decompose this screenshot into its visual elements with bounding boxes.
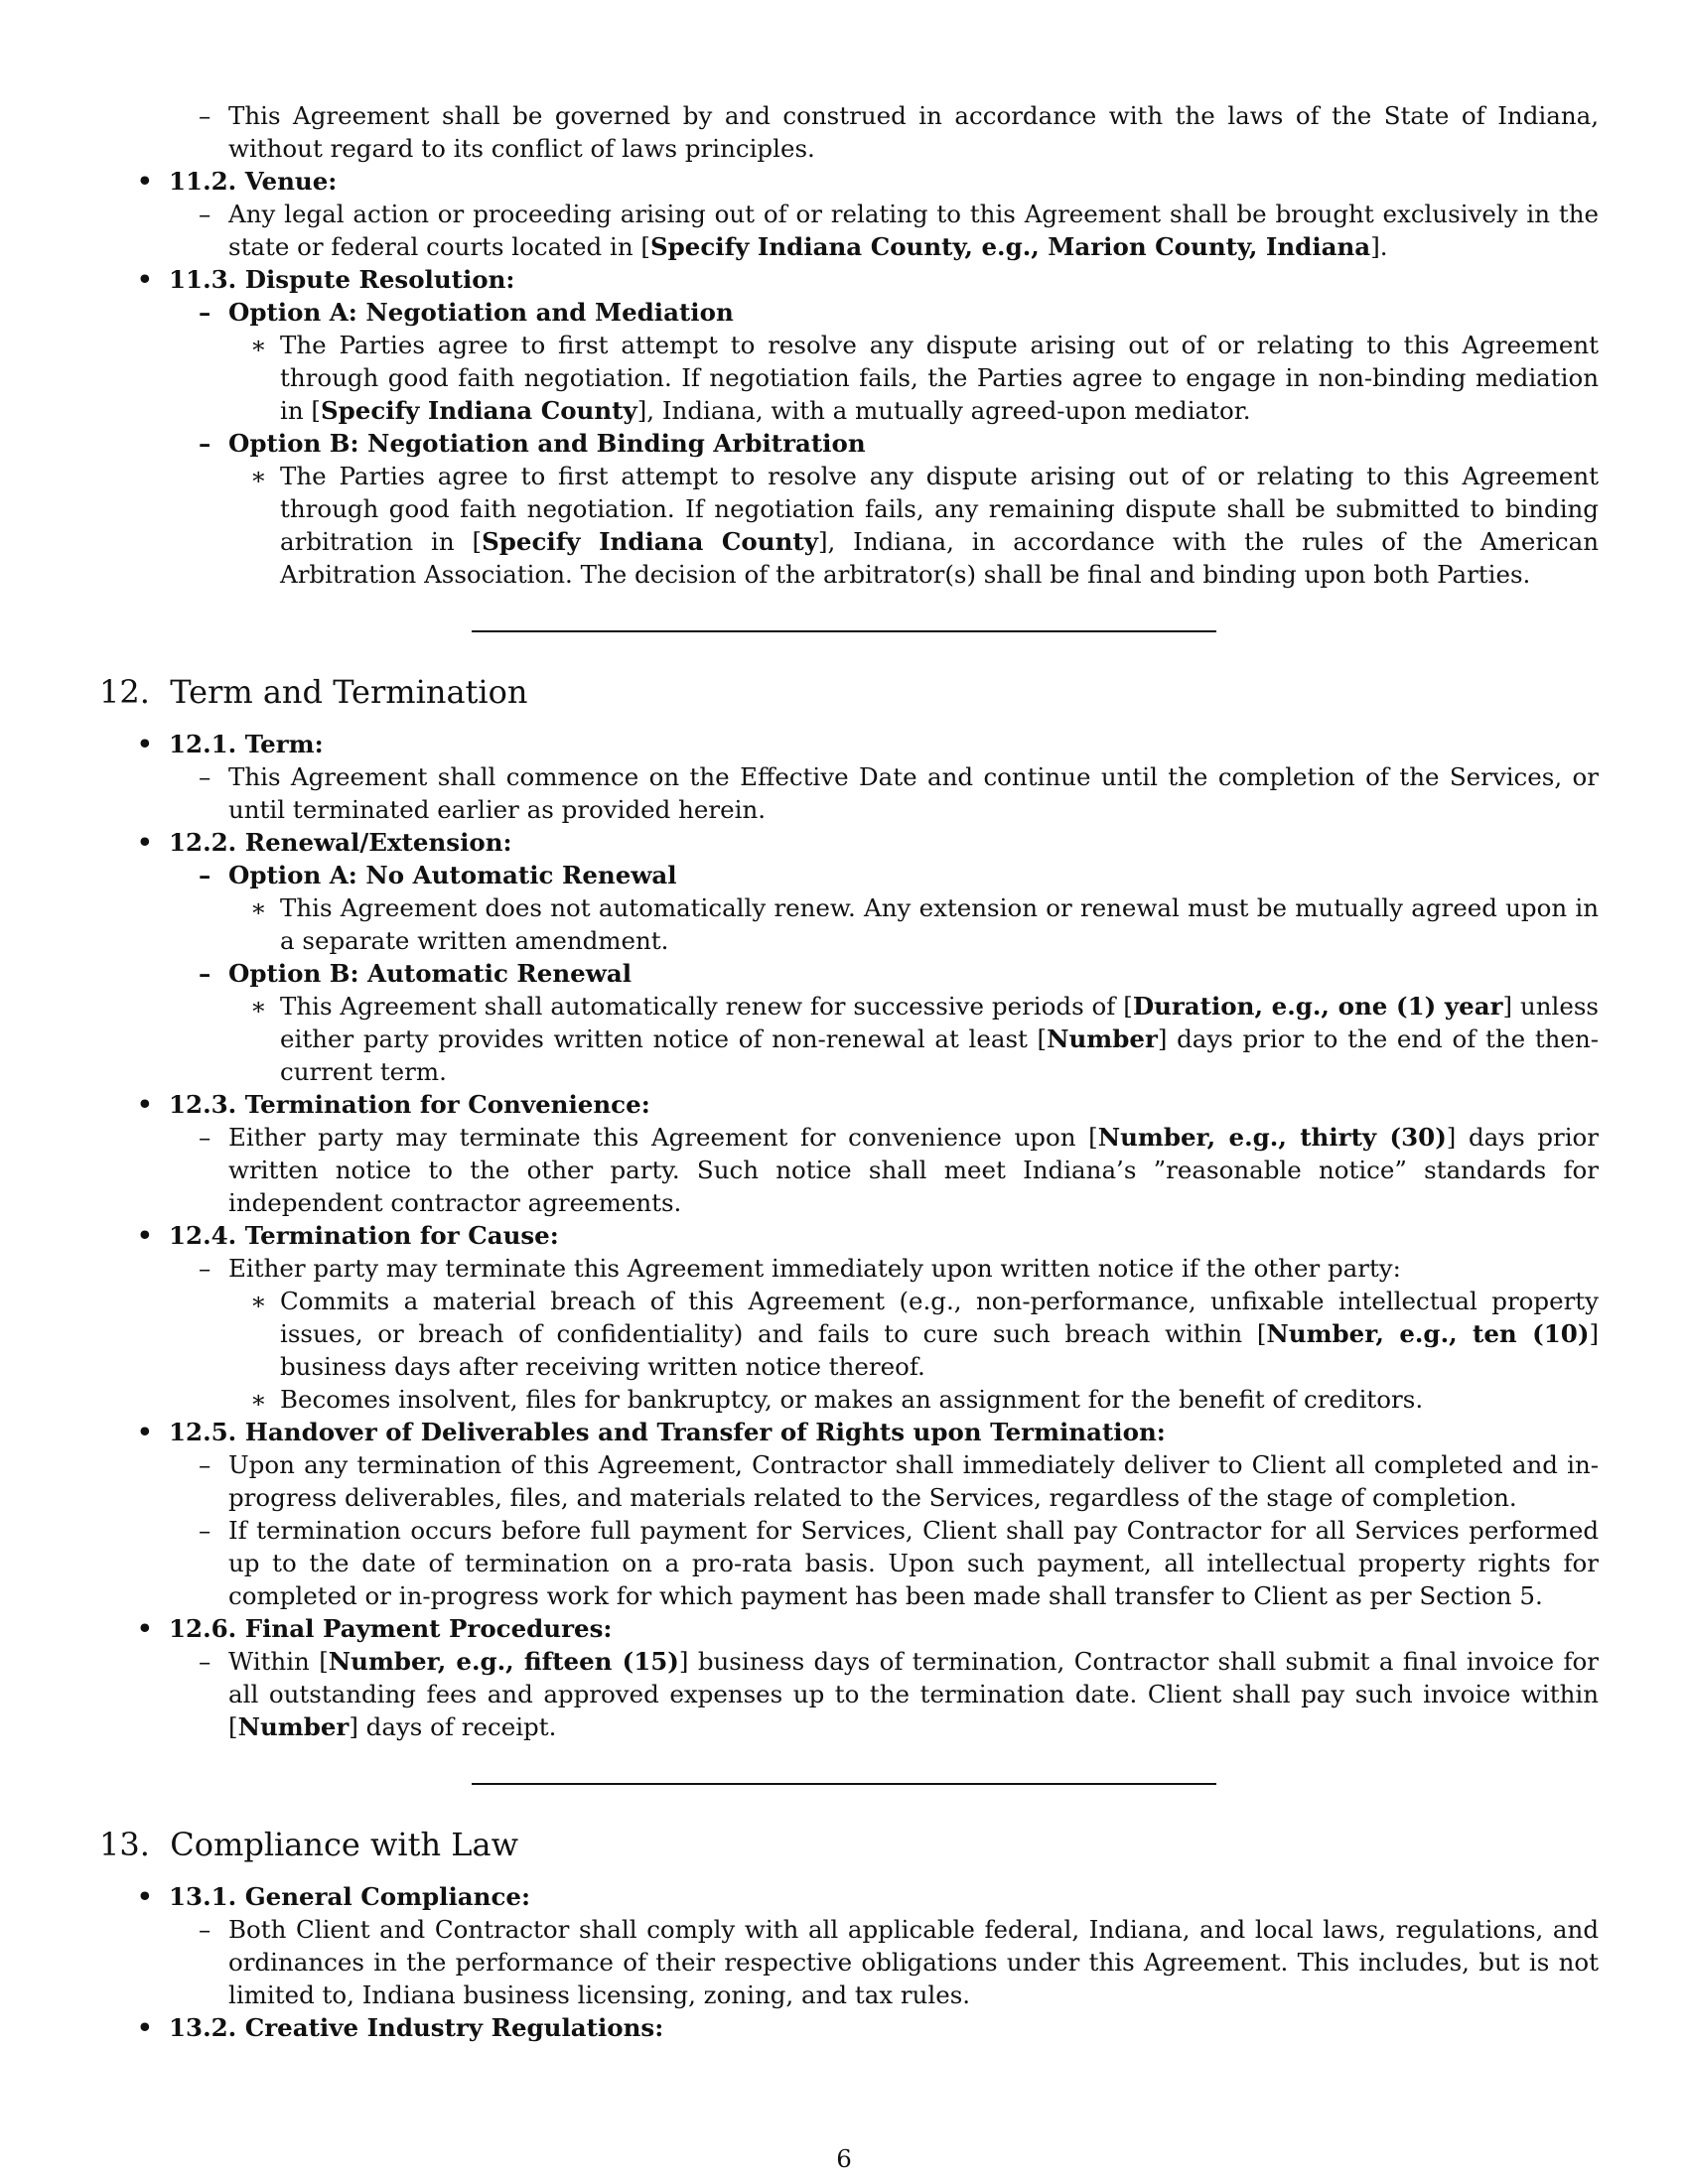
cause-item-breach <box>99 1285 1599 1383</box>
handover-text-2: – If termination occurs before full payment for Services, Client shall pay Contractor for all Services performed up to the date of termination on a pro-rata basis. Upon such payment, all intellectual property rights for completed or in-progress work for which payment has been made shall transfer to Client as per Section 5. <box>99 1514 1599 1612</box>
renewal-number-placeholder: Number <box>1047 1024 1158 1053</box>
governing-law-text: – This Agreement shall be governed by and construed in accordance with the laws of the State of Indiana, without regard to its conflict of laws principles. <box>99 99 1599 165</box>
general-compliance-text: – Both Client and Contractor shall comply with all applicable federal, Indiana, and local laws, regulations, and ordinances in the performance of their respective obligations under this Agreement. This includes, but is not limited to, Indiana business licensing, zoning, and tax rules. <box>99 1913 1599 2011</box>
section-13-number: 13. <box>99 1826 150 1863</box>
cause-breach-placeholder: Number, e.g., ten (10) <box>1266 1319 1590 1348</box>
option-a-text-pre: The Parties agree to first attempt to resolve any dispute arising out of or relating to this Agreement through good faith negotiation. If negotiation fails, the Parties agree to engage in non-binding mediation in [ <box>280 331 1599 425</box>
renewal-option-b-heading: – Option B: Automatic Renewal <box>99 957 1599 990</box>
section-divider <box>472 630 1216 632</box>
cause-item-insolvent: ∗ Becomes insolvent, files for bankruptcy, or makes an assignment for the benefit of creditors. <box>99 1383 1599 1416</box>
venue-placeholder: Specify Indiana County, e.g., Marion County, Indiana <box>649 232 1371 261</box>
cause-text: – Either party may terminate this Agreement immediately upon written notice if the other party: <box>99 1252 1599 1285</box>
convenience-pre: Either party may terminate this Agreement for convenience upon [ <box>228 1123 1098 1152</box>
renewal-option-a-text: ∗ This Agreement does not automatically renew. Any extension or renewal must be mutually agreed upon in a separate written amendment. <box>99 891 1599 957</box>
renewal-duration-placeholder: Duration, e.g., one (1) year <box>1132 992 1503 1021</box>
handover-text-1: – Upon any termination of this Agreement, Contractor shall immediately deliver to Client all completed and in-progress deliverables, files, and materials related to the Services, regardless of the stage of completion. <box>99 1448 1599 1514</box>
section-12-heading <box>99 672 1599 712</box>
section-13-heading <box>99 1825 1599 1864</box>
option-b-text-pre: The Parties agree to first attempt to resolve any dispute arising out of or relating to this Agreement through good faith negotiation. If negotiation fails, any remaining dispute shall be submitted to binding arbitration in [ <box>280 462 1599 556</box>
section-13-title: Compliance with Law <box>170 1826 518 1863</box>
general-compliance-heading: • 13.1. General Compliance: <box>99 1880 1599 1913</box>
dispute-option-b-text <box>99 460 1599 591</box>
final-payment-heading: • 12.6. Final Payment Procedures: <box>99 1612 1599 1645</box>
cause-heading: • 12.4. Termination for Cause: <box>99 1219 1599 1252</box>
term-text: – This Agreement shall commence on the Effective Date and continue until the completion of the Services, or until terminated earlier as provided herein. <box>99 760 1599 826</box>
final-payment-text <box>99 1645 1599 1743</box>
final-pre: Within [ <box>228 1647 329 1676</box>
convenience-text <box>99 1121 1599 1219</box>
handover-heading: • 12.5. Handover of Deliverables and Transfer of Rights upon Termination: <box>99 1416 1599 1448</box>
option-a-text-post: ], Indiana, with a mutually agreed-upon mediator. <box>636 396 1251 425</box>
convenience-placeholder: Number, e.g., thirty (30) <box>1097 1123 1447 1152</box>
option-a-placeholder: Specify Indiana County <box>320 396 637 425</box>
final-number-placeholder: Number <box>237 1712 350 1741</box>
section-12-title: Term and Termination <box>170 673 528 711</box>
cause-breach-pre: Commits a material breach of this Agreement (e.g., non-performance, unfixable intellectual property issues, or breach of confidentiality) and fails to cure such breach within [ <box>280 1287 1599 1348</box>
section-divider <box>472 1783 1216 1785</box>
dispute-resolution-heading: • 11.3. Dispute Resolution: <box>99 263 1599 296</box>
option-b-text-post: ], Indiana, in accordance with the rules of the American Arbitration Association. The decision of the arbitrator(s) shall be final and binding upon both Parties. <box>280 527 1600 589</box>
dispute-option-a-text <box>99 329 1599 427</box>
final-mid: ] business days of termination, Contractor shall submit a final invoice for all outstanding fees and approved expenses up to the termination date. Client shall pay such invoice within [ <box>228 1647 1599 1741</box>
renewal-b-post: ] days prior to the end of the then-current term. <box>280 1024 1600 1086</box>
term-heading: • 12.1. Term: <box>99 728 1599 760</box>
cause-breach-post: ] business days after receiving written notice thereof. <box>280 1319 1599 1381</box>
renewal-heading: • 12.2. Renewal/Extension: <box>99 826 1599 859</box>
final-post: ] days of receipt. <box>349 1712 557 1741</box>
venue-text-pre: Any legal action or proceeding arising out of or relating to this Agreement shall be brought exclusively in the state or federal courts located in [ <box>228 200 1599 261</box>
convenience-post: ] days prior written notice to the other party. Such notice shall meet Indiana’s ”reasonable notice” standards for independent contractor agreements. <box>228 1123 1599 1217</box>
venue-text <box>99 198 1599 263</box>
venue-text-post: ]. <box>1370 232 1388 261</box>
page-number: 6 <box>836 2144 852 2173</box>
dispute-option-b-heading: – Option B: Negotiation and Binding Arbitration <box>99 427 1599 460</box>
section-12-number: 12. <box>99 673 150 711</box>
renewal-b-mid: ] unless either party provides written notice of non-renewal at least [ <box>280 992 1599 1053</box>
convenience-heading: • 12.3. Termination for Convenience: <box>99 1088 1599 1121</box>
creative-regulations-heading: • 13.2. Creative Industry Regulations: <box>99 2011 1599 2044</box>
renewal-option-b-text <box>99 990 1599 1088</box>
renewal-b-pre: This Agreement shall automatically renew for successive periods of [ <box>280 992 1133 1021</box>
option-b-placeholder: Specify Indiana County <box>482 527 818 556</box>
dispute-option-a-heading: – Option A: Negotiation and Mediation <box>99 296 1599 329</box>
page-content <box>99 99 1599 2044</box>
renewal-option-a-heading: – Option A: No Automatic Renewal <box>99 859 1599 891</box>
venue-heading: • 11.2. Venue: <box>99 165 1599 198</box>
final-days-placeholder: Number, e.g., fifteen (15) <box>328 1647 679 1676</box>
